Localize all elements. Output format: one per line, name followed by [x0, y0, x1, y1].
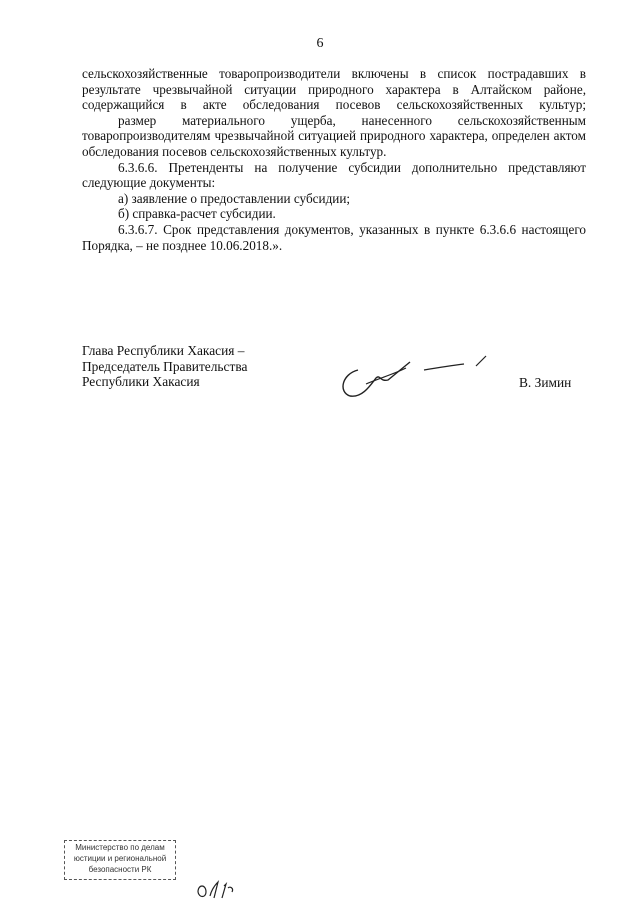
signatory-line: Республики Хакасия	[82, 374, 200, 390]
signer-name: В. Зимин	[519, 375, 572, 390]
page-number: 6	[316, 36, 324, 51]
paragraph: б) справка-расчет субсидии.	[118, 206, 276, 222]
stamp-line: безопасности РК	[88, 865, 152, 874]
paragraph: а) заявление о предоставлении субсидии;	[118, 190, 351, 206]
registration-stamp	[64, 840, 176, 880]
signatory-title	[82, 343, 247, 390]
signatory-line: Председатель Правительства	[82, 358, 248, 374]
paragraph: сельскохозяйственные товаропроизводители включены в список пострадавших в результате чрезвычайной ситуации природного характера в Алтайском районе, содержащийся в акте обследования посевов сельскохозяйственных культур;	[82, 66, 586, 113]
stamp-line: юстиции и региональной	[73, 854, 167, 863]
paragraph: 6.3.6.6. Претенденты на получение субсидии дополнительно представляют следующие документы:	[82, 159, 586, 191]
paragraph: размер материального ущерба, нанесенного сельскохозяйственным товаропроизводителям чрезвычайной ситуацией природного характера, определен актом обследования посевов сельскохозяйственных культур.	[82, 112, 586, 159]
signature-image	[336, 352, 496, 402]
stamp-line: Министерство по делам	[75, 843, 165, 852]
signatory-line: Глава Республики Хакасия –	[82, 343, 245, 358]
body-text	[82, 66, 586, 253]
paragraph: 6.3.6.7. Срок представления документов, указанных в пункте 6.3.6.6 настоящего Порядка, – не позднее 10.06.2018.».	[82, 221, 586, 253]
handwritten-mark-image	[196, 878, 236, 900]
